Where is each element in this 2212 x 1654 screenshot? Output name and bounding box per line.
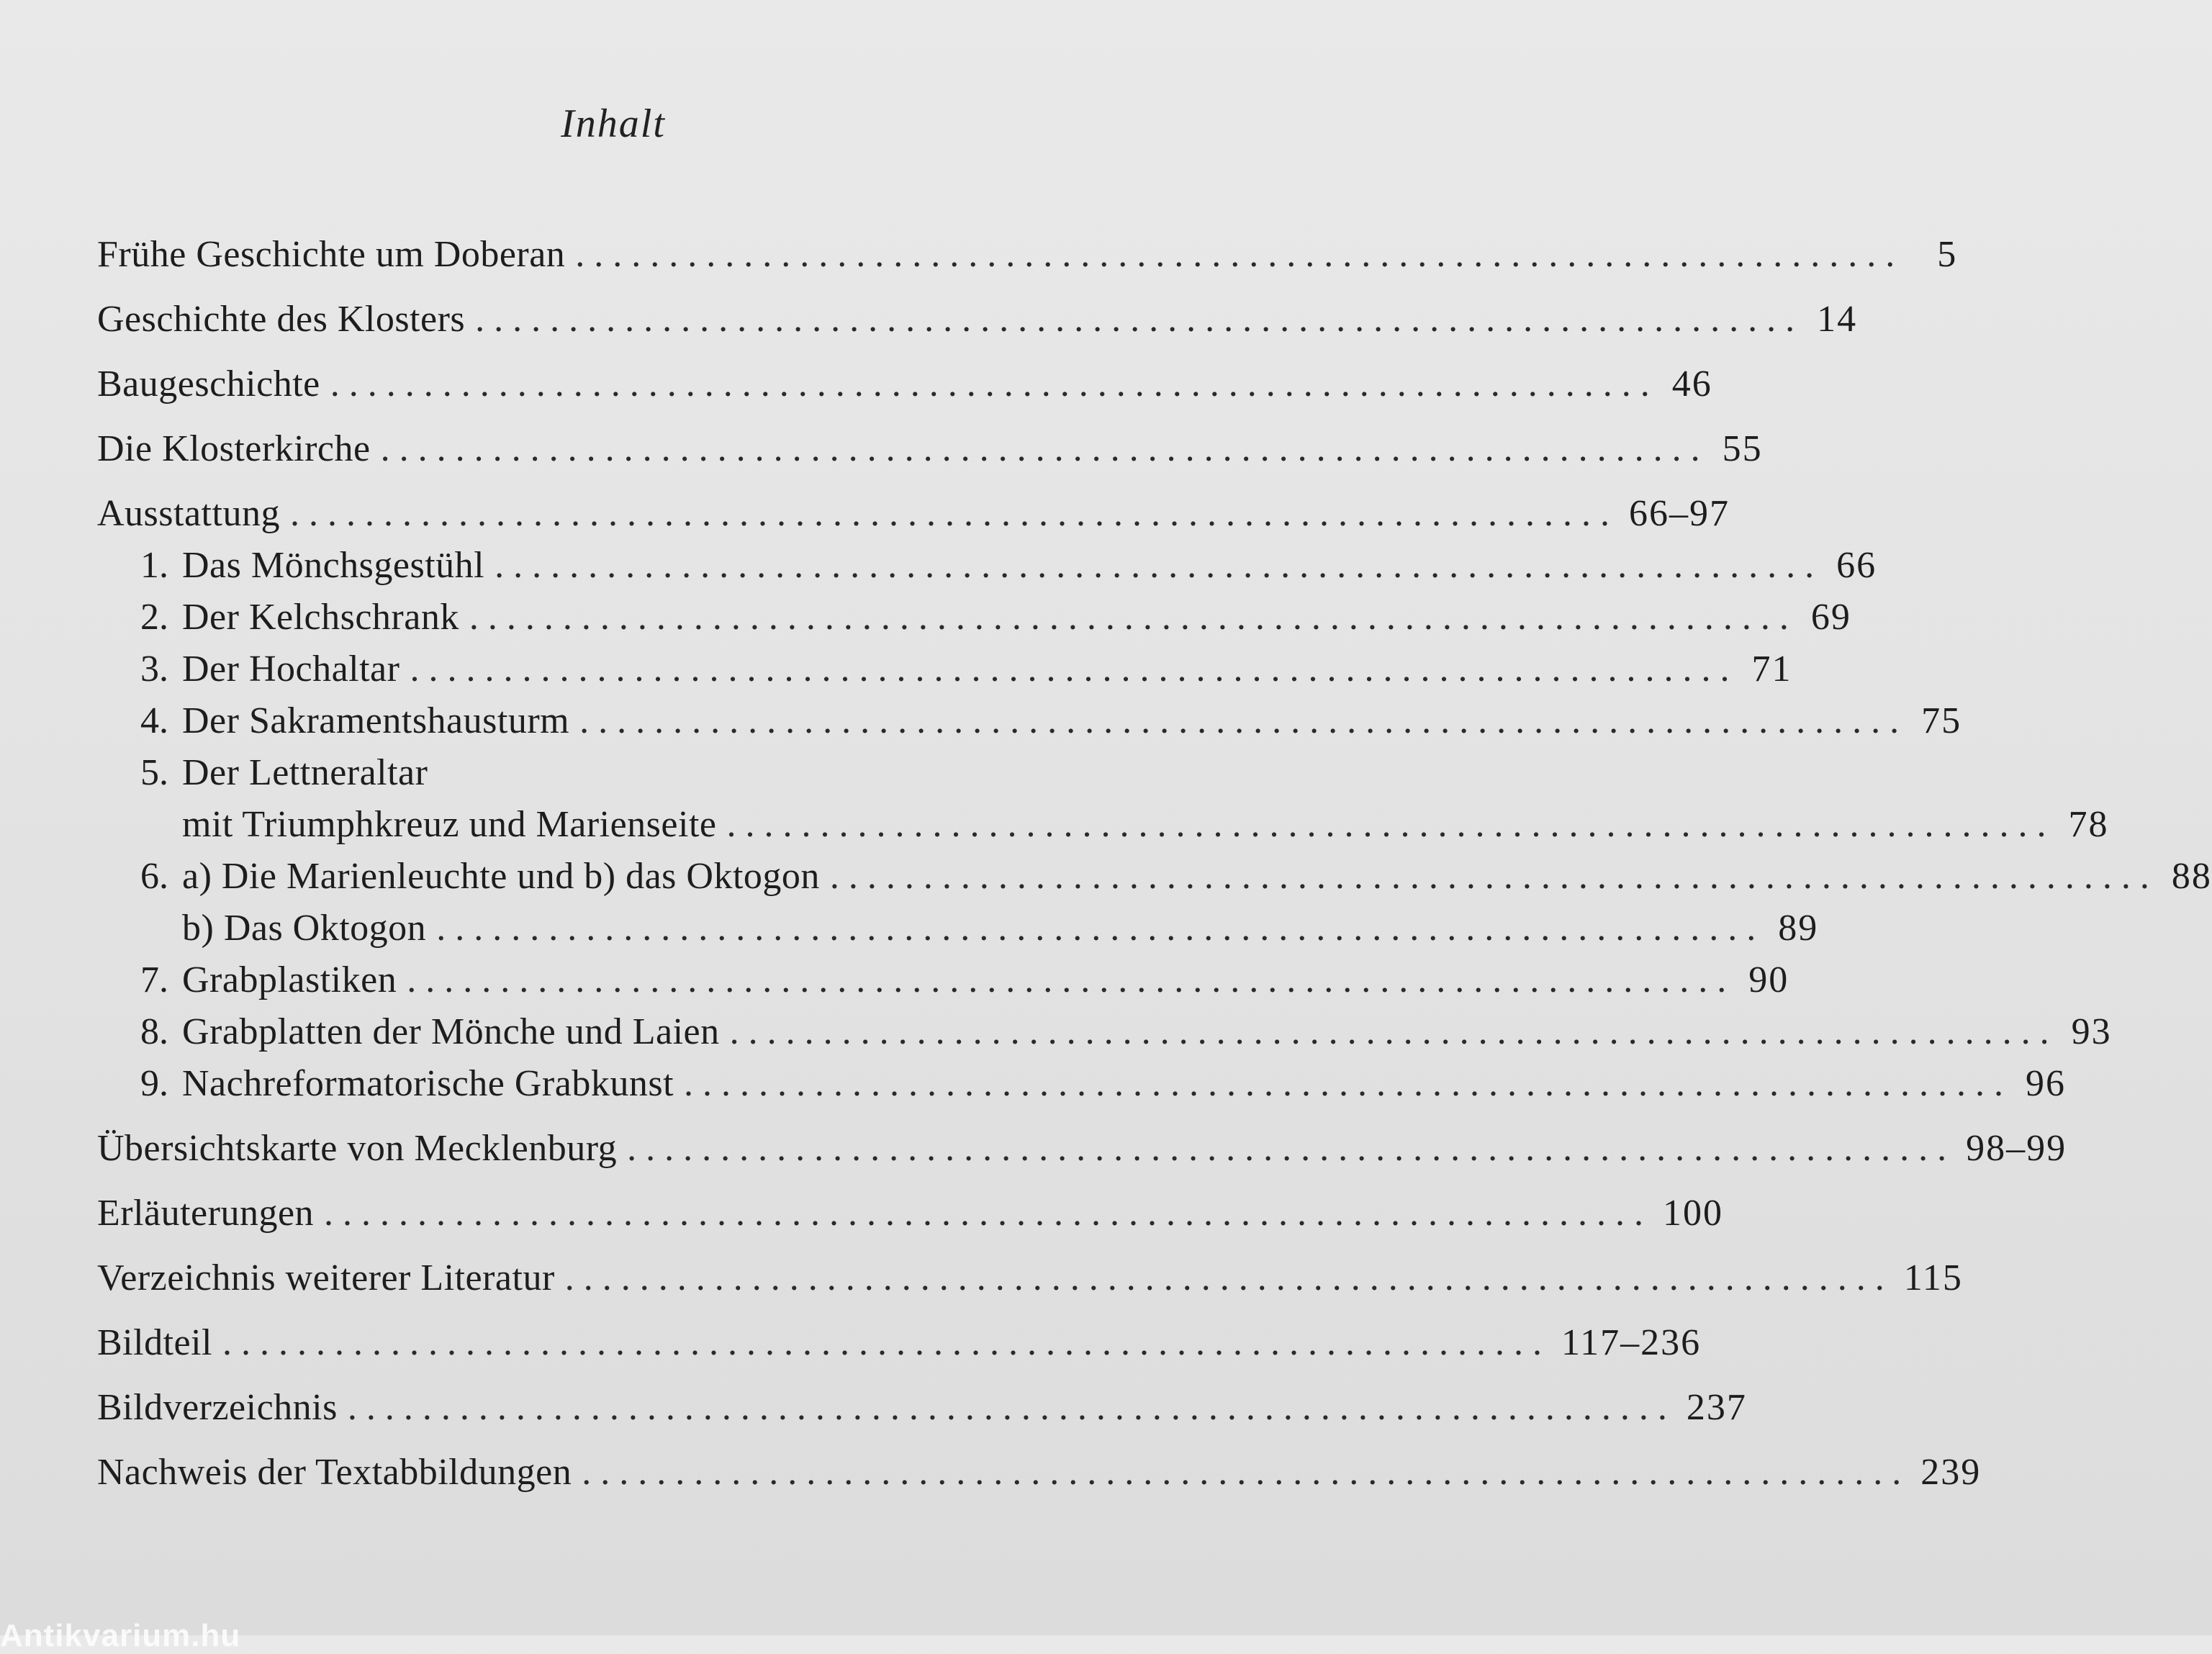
dot-leader: ....................................................................... — [582, 1452, 1911, 1493]
toc-subentry-number: 2. — [140, 597, 168, 638]
toc-subentry-continuation — [182, 903, 1819, 954]
toc-entry — [97, 294, 1858, 345]
dot-leader: ....................................................................... — [289, 493, 1619, 534]
toc-subentry — [140, 1006, 2112, 1058]
dot-leader: ....................................................................... — [829, 856, 2159, 897]
toc-entry-page: 5 — [1937, 234, 1958, 275]
dot-leader: ....................................................................... — [495, 545, 1824, 586]
toc-subentry — [140, 540, 1877, 592]
toc-entry-page: 96 — [2026, 1063, 2067, 1104]
dot-leader: ....................................................................... — [407, 959, 1736, 1000]
dot-leader: ....................................................................... — [347, 1387, 1676, 1428]
toc-entry-page: 90 — [1748, 959, 1789, 1000]
toc-entry-label: Geschichte des Klosters — [97, 299, 466, 340]
toc-entry-page: 75 — [1921, 700, 1962, 741]
toc-entry — [97, 1447, 1982, 1499]
toc-subentry-number: 5. — [140, 752, 168, 793]
toc-entry — [97, 1382, 1747, 1434]
toc-entry-label: Der Kelchschrank — [182, 597, 459, 638]
dot-leader: ....................................................................... — [380, 428, 1710, 469]
dot-leader: ....................................................................... — [564, 1257, 1894, 1298]
dot-leader: ....................................................................... — [684, 1063, 2013, 1104]
toc-entry-page: 78 — [2068, 804, 2109, 845]
toc-entry-page: 93 — [2071, 1011, 2112, 1052]
toc-entry-label: Die Klosterkirche — [97, 428, 371, 469]
toc-entry-page: 115 — [1903, 1257, 1963, 1298]
toc-entry — [97, 1188, 1724, 1239]
toc-subentry-number: 1. — [140, 545, 168, 586]
toc-entry-page: 71 — [1751, 649, 1792, 690]
toc-entry-label: Grabplatten der Mönche und Laien — [182, 1011, 720, 1052]
toc-entry-label: b) Das Oktogon — [182, 908, 427, 949]
toc-entry-label: Der Sakramentshausturm — [182, 700, 570, 741]
dot-leader: ....................................................................... — [469, 597, 1798, 638]
dot-leader: ....................................................................... — [222, 1322, 1551, 1363]
toc-entry-label: Der Lettneraltar — [182, 752, 428, 793]
dot-leader: ....................................................................... — [729, 1011, 2059, 1052]
toc-entry-page: 239 — [1920, 1452, 1982, 1493]
dot-leader: ....................................................................... — [324, 1193, 1653, 1234]
toc-entry-label: Bildteil — [97, 1322, 212, 1363]
toc-entry-label: a) Die Marienleuchte und b) das Oktogon — [182, 856, 820, 897]
toc-subentry-number: 3. — [140, 649, 168, 690]
toc-subentry — [140, 851, 2212, 903]
toc-entry — [97, 1317, 1702, 1369]
toc-subentry-number: 7. — [140, 959, 168, 1000]
dot-leader: ....................................................................... — [726, 804, 2056, 845]
dot-leader: ....................................................................... — [475, 299, 1805, 340]
toc-entry-label: Bildverzeichnis — [97, 1387, 338, 1428]
page-title: Inhalt — [561, 101, 666, 146]
toc-entry-label: Übersichtskarte von Mecklenburg — [97, 1128, 618, 1169]
toc-entry-page: 66–97 — [1628, 493, 1730, 534]
toc-entry — [97, 1252, 1963, 1304]
toc-entry-page: 117–236 — [1561, 1322, 1702, 1363]
dot-leader: ....................................................................... — [410, 649, 1739, 690]
toc-subentry — [140, 643, 1792, 695]
toc-entry-label: Nachreformatorische Grabkunst — [182, 1063, 674, 1104]
toc-entry — [97, 488, 1730, 540]
toc-subentry — [140, 592, 1851, 643]
toc-subentry — [140, 954, 1789, 1006]
toc-entry-label: Verzeichnis weiterer Literatur — [97, 1257, 555, 1298]
toc-entry-page: 88 — [2171, 856, 2212, 897]
toc-entry-page: 55 — [1722, 428, 1763, 469]
toc-subentry — [140, 695, 1962, 747]
toc-entry-label: Baugeschichte — [97, 363, 320, 405]
toc-entry-page: 237 — [1686, 1387, 1747, 1428]
toc-subentry-number: 8. — [140, 1011, 168, 1052]
toc-entry-page: 89 — [1778, 908, 1819, 949]
toc-subentry — [140, 1058, 2067, 1110]
toc-entry-label: Frühe Geschichte um Doberan — [97, 234, 566, 275]
toc-subentry — [140, 747, 1141, 799]
toc-entry — [97, 423, 1763, 475]
watermark-text: Antikvarium.hu — [0, 1618, 241, 1653]
toc-subentry-continuation — [182, 799, 2109, 851]
toc-entry-label: Der Hochaltar — [182, 649, 400, 690]
toc-entry — [97, 358, 1712, 410]
toc-entry-page: 100 — [1663, 1193, 1724, 1234]
toc-entry-page: 66 — [1836, 545, 1877, 586]
dot-leader: ....................................................................... — [330, 363, 1659, 405]
toc-subentry-number: 4. — [140, 700, 168, 741]
toc-entry-page: 98–99 — [1966, 1128, 2067, 1169]
dot-leader: ....................................................................... — [579, 700, 1909, 741]
toc-entry-label: Erläuterungen — [97, 1193, 315, 1234]
toc-entry-label: Das Mönchsgestühl — [182, 545, 485, 586]
dot-leader: ....................................................................... — [575, 234, 1905, 275]
toc-entry-page: 14 — [1817, 299, 1858, 340]
dot-leader: ....................................................................... — [627, 1128, 1956, 1169]
toc-entry-label: Grabplastiken — [182, 959, 397, 1000]
dot-leader: ....................................................................... — [436, 908, 1766, 949]
toc-entry-label: Nachweis der Textabbildungen — [97, 1452, 572, 1493]
toc-subentry-number: 9. — [140, 1063, 168, 1104]
toc-entry-page: 46 — [1671, 363, 1712, 405]
toc-subentry-number: 6. — [140, 856, 168, 897]
toc-entry — [97, 229, 1958, 281]
toc-entry — [97, 1123, 2067, 1175]
toc-entry-label: Ausstattung — [97, 493, 280, 534]
toc-entry-page: 69 — [1810, 597, 1851, 638]
toc-entry-label: mit Triumphkreuz und Marienseite — [182, 804, 717, 845]
